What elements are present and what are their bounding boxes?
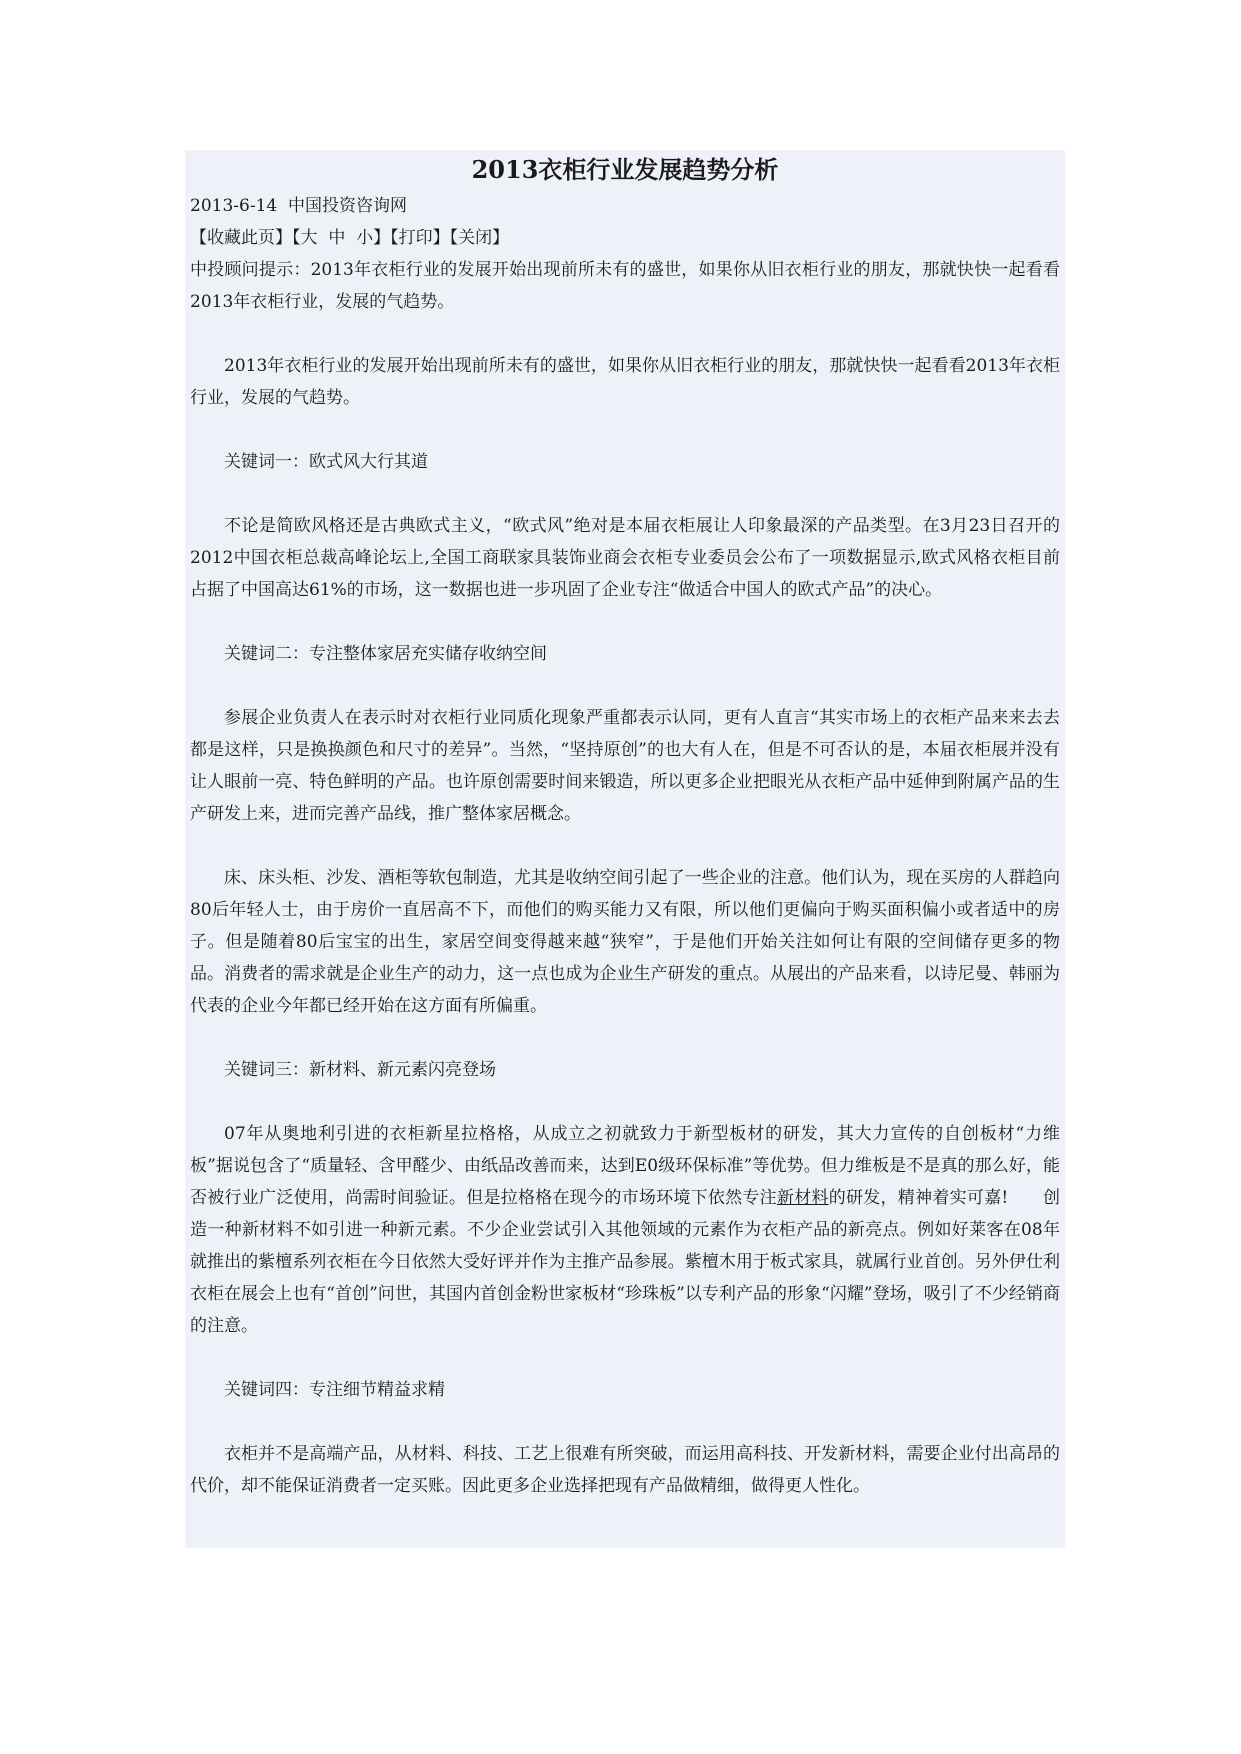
print-link[interactable]: 【打印】 <box>390 228 450 248</box>
spacer <box>190 1022 1060 1054</box>
paragraph-5 <box>190 1118 1060 1342</box>
spacer <box>190 478 1060 510</box>
paragraph-4: 床、床头柜、沙发、酒柜等软包制造，尤其是收纳空间引起了一些企业的注意。他们认为，现在买房的人群趋向80后年轻人士，由于房价一直居高不下，而他们的购买能力又有限，所以他们更偏向于购买面积偏小或者适中的房子。但是随着80后宝宝的出生，家居空间变得越来越“狭窄”，于是他们开始关注如何让有限的空间储存更多的物品。消费者的需求就是企业生产的动力，这一点也成为企业生产研发的重点。从展出的产品来看，以诗尼曼、韩丽为代表的企业今年都已经开始在这方面有所偏重。 <box>190 868 1060 1016</box>
paragraph-6: 衣柜并不是高端产品，从材料、科技、工艺上很难有所突破，而运用高科技、开发新材料，需要企业付出高昂的代价，却不能保证消费者一定买账。因此更多企业选择把现有产品做精细，做得更人性化。 <box>190 1444 1060 1496</box>
keyword-heading-1: 关键词一：欧式风大行其道 <box>224 452 428 472</box>
paragraph-5-text-a: 07年从奥地利引进的衣柜新星拉格格，从成立之初就致力于新型板材的研发，其大力宣传的自创板材“力维板”据说包含了“质量轻、含甲醛少、由纸品改善而来，达到E0级环保标准”等优势。但力维板是不是真的那么好，能否被行业广泛使用，尚需时间验证。但是拉格格在现今的市场环境下依然专注 <box>190 1124 1060 1208</box>
article-title: 2013衣柜行业发展趋势分析 <box>471 155 779 184</box>
article-content <box>190 150 1060 1502</box>
article-date: 2013-6-14 <box>190 196 278 216</box>
font-size-small-link[interactable]: 小 <box>356 228 374 248</box>
favorite-link[interactable]: 【收藏此页】 <box>190 228 292 248</box>
paragraph-5-text-b: 的研发，精神着实可嘉! 创造一种新材料不如引进一种新元素。不少企业尝试引入其他领域的元素作为衣柜产品的新亮点。例如好莱客在08年就推出的紫檀系列衣柜在今日依然大受好评并作为主推产品参展。紫檀木用于板式家具，就属行业首创。另外伊仕利衣柜在展会上也有“首创”问世，其国内首创金粉世家板材“珍珠板”以专利产品的形象“闪耀”登场，吸引了不少经销商的注意。 <box>190 1188 1061 1336</box>
keyword-heading-4: 关键词四：专注细节精益求精 <box>224 1380 445 1400</box>
spacer <box>190 1086 1060 1118</box>
keyword-heading-2: 关键词二：专注整体家居充实储存收纳空间 <box>224 644 547 664</box>
article-intro: 中投顾问提示：2013年衣柜行业的发展开始出现前所未有的盛世，如果你从旧衣柜行业的朋友，那就快快一起看看2013年衣柜行业，发展的气趋势。 <box>190 260 1060 312</box>
spacer <box>190 414 1060 446</box>
article-toolbar <box>190 222 1060 254</box>
spacer <box>190 1342 1060 1374</box>
keyword-heading-3: 关键词三：新材料、新元素闪亮登场 <box>224 1060 496 1080</box>
spacer <box>190 1406 1060 1438</box>
new-material-link[interactable]: 新材料 <box>776 1188 829 1208</box>
article-meta <box>190 190 1060 222</box>
paragraph-1: 2013年衣柜行业的发展开始出现前所未有的盛世，如果你从旧衣柜行业的朋友，那就快快一起看看2013年衣柜行业，发展的气趋势。 <box>190 356 1060 408</box>
close-link[interactable]: 【关闭】 <box>449 228 510 248</box>
font-size-bracket-close: 】 <box>373 228 391 248</box>
spacer <box>190 830 1060 862</box>
article-source: 中国投资咨询网 <box>288 196 408 216</box>
font-size-bracket-open: 【 <box>292 228 301 248</box>
font-size-medium-link[interactable]: 中 <box>328 228 346 248</box>
spacer <box>190 318 1060 350</box>
font-size-large-link[interactable]: 大 <box>300 228 318 248</box>
spacer <box>190 670 1060 702</box>
spacer <box>190 606 1060 638</box>
paragraph-2: 不论是简欧风格还是古典欧式主义，“欧式风”绝对是本届衣柜展让人印象最深的产品类型。在3月23日召开的2012中国衣柜总裁高峰论坛上,全国工商联家具装饰业商会衣柜专业委员会公布了一项数据显示,欧式风格衣柜目前占据了中国高达61%的市场，这一数据也进一步巩固了企业专注“做适合中国人的欧式产品”的决心。 <box>190 516 1060 600</box>
paragraph-3: 参展企业负责人在表示时对衣柜行业同质化现象严重都表示认同，更有人直言“其实市场上的衣柜产品来来去去都是这样，只是换换颜色和尺寸的差异”。当然，“坚持原创”的也大有人在，但是不可否认的是，本届衣柜展并没有让人眼前一亮、特色鲜明的产品。也许原创需要时间来锻造，所以更多企业把眼光从衣柜产品中延伸到附属产品的生产研发上来，进而完善产品线，推广整体家居概念。 <box>190 708 1060 824</box>
